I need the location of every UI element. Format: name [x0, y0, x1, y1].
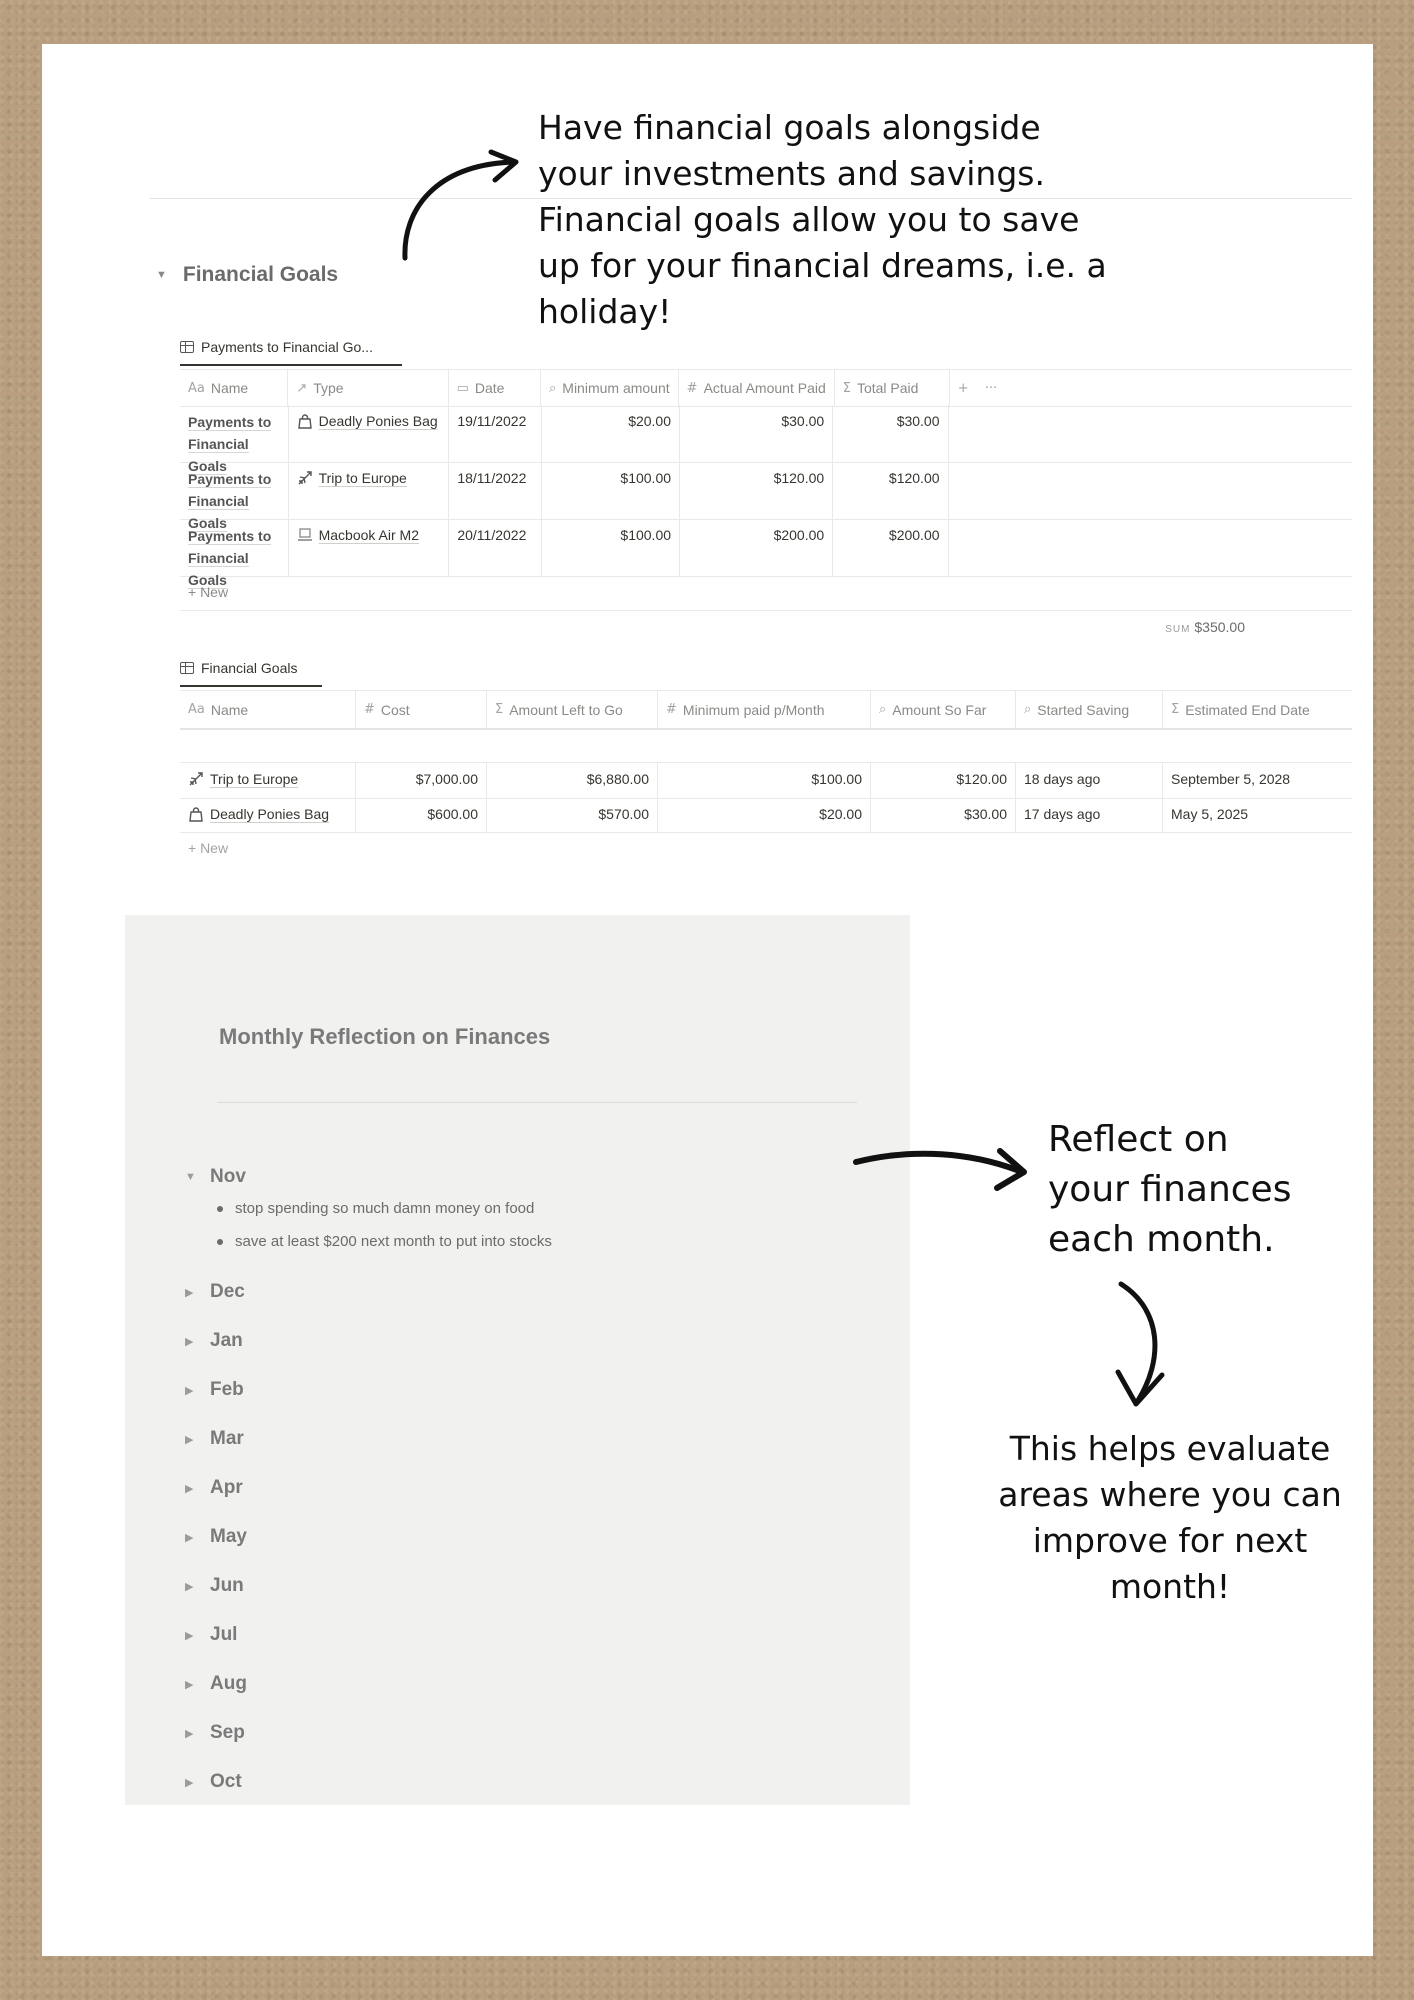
header-started-saving[interactable]: ⌕ Started Saving	[1016, 691, 1163, 728]
header-minimum-amount[interactable]: ⌕ Minimum amount	[541, 370, 679, 406]
callout-line: Reflect on	[1048, 1119, 1229, 1160]
header-estimated-end-date[interactable]: Σ Estimated End Date	[1171, 701, 1310, 718]
goals-callout	[538, 105, 1107, 335]
row-minimum-amount[interactable]: $100.00	[542, 462, 680, 519]
month-toggle-dec[interactable]: ▶ Dec	[185, 1281, 245, 1302]
callout-line: up for your financial dreams, i.e. a	[538, 246, 1107, 285]
bullet-icon	[217, 1206, 223, 1212]
toggle-collapsed-icon: ▶	[185, 1531, 194, 1544]
toggle-collapsed-icon: ▶	[185, 1335, 194, 1348]
callout-line: improve for next	[1032, 1521, 1308, 1560]
row-minimum-amount[interactable]: $20.00	[542, 405, 680, 462]
toggle-collapsed-icon: ▶	[185, 1286, 194, 1299]
row-date[interactable]: 19/11/2022	[449, 405, 542, 462]
toggle-collapsed-icon: ▶	[185, 1433, 194, 1446]
tab-financial-goals[interactable]	[180, 660, 322, 687]
toggle-collapsed-icon: ▶	[185, 1727, 194, 1740]
toggle-collapsed-icon: ▶	[185, 1678, 194, 1691]
row-amount-so-far: $120.00	[871, 763, 1016, 798]
toggle-collapsed-icon: ▶	[185, 1580, 194, 1593]
header-amount-left[interactable]: Σ Amount Left to Go	[487, 691, 658, 728]
table-row[interactable]	[180, 405, 1352, 474]
row-name[interactable]: Deadly Ponies Bag	[180, 798, 356, 832]
table-icon	[180, 341, 194, 353]
row-empty	[949, 519, 1352, 576]
bag-icon	[188, 806, 204, 822]
month-toggle-sep[interactable]: ▶ Sep	[185, 1722, 245, 1743]
list-item[interactable]: save at least $200 next month to put into stocks	[217, 1233, 552, 1250]
row-name[interactable]: Payments to Financial Goals	[180, 462, 289, 519]
table-header-row	[180, 369, 1352, 407]
header-total-paid[interactable]: Σ Total Paid	[835, 370, 950, 406]
laptop-icon	[297, 527, 313, 543]
list-item[interactable]: stop spending so much damn money on food	[217, 1200, 534, 1217]
row-actual-amount[interactable]: $30.00	[680, 405, 833, 462]
row-started-saving: 18 days ago	[1016, 763, 1163, 798]
more-options-icon[interactable]: ···	[984, 380, 998, 396]
row-actual-amount[interactable]: $120.00	[680, 462, 833, 519]
row-cost[interactable]: $7,000.00	[356, 763, 487, 798]
row-minimum-amount[interactable]: $100.00	[542, 519, 680, 576]
table-row[interactable]	[180, 798, 1352, 833]
month-toggle-nov[interactable]: ▼ Nov	[185, 1166, 246, 1187]
curved-arrow-icon	[395, 150, 525, 265]
new-row-button[interactable]: + New	[188, 840, 229, 856]
toggle-expanded-icon: ▼	[156, 269, 167, 281]
row-amount-left: $570.00	[487, 798, 658, 832]
month-toggle-jul[interactable]: ▶ Jul	[185, 1624, 238, 1645]
row-total-paid: $200.00	[833, 519, 948, 576]
sum-label: SUM	[1165, 624, 1191, 635]
callout-line: your finances	[1048, 1169, 1292, 1210]
row-cost[interactable]: $600.00	[356, 798, 487, 832]
callout-line: This helps evaluate	[1009, 1429, 1331, 1468]
row-started-saving: 17 days ago	[1016, 798, 1163, 832]
toggle-collapsed-icon: ▶	[185, 1776, 194, 1789]
bag-icon	[297, 413, 313, 429]
financial-goals-heading: Financial Goals	[182, 263, 339, 286]
month-toggle-jan[interactable]: ▶ Jan	[185, 1330, 243, 1351]
row-date[interactable]: 20/11/2022	[449, 519, 542, 576]
row-minimum-paid[interactable]: $20.00	[658, 798, 871, 832]
financial-goals-toggle[interactable]	[156, 263, 338, 287]
down-arrow-icon	[1112, 1280, 1182, 1410]
row-estimated-end-date: May 5, 2025	[1171, 806, 1249, 822]
header-name[interactable]: Aa Name	[180, 370, 288, 406]
callout-line: holiday!	[538, 292, 672, 331]
table-row[interactable]	[180, 462, 1352, 531]
row-estimated-end-date: September 5, 2028	[1171, 771, 1291, 787]
header-actual-amount-paid[interactable]: # Actual Amount Paid	[679, 370, 835, 406]
row-type[interactable]: Trip to Europe	[289, 462, 450, 519]
bullet-icon	[217, 1239, 223, 1245]
sum-value: $350.00	[1194, 619, 1245, 635]
row-amount-so-far: $30.00	[871, 798, 1016, 832]
add-property-icon[interactable]: +	[957, 380, 969, 396]
tab-payments-to-financial-goals[interactable]	[180, 339, 402, 366]
header-date[interactable]: ▭ Date	[449, 370, 541, 406]
month-toggle-feb[interactable]: ▶ Feb	[185, 1379, 244, 1400]
monthly-reflection-panel	[125, 915, 910, 1805]
row-empty	[949, 405, 1352, 462]
header-minimum-paid[interactable]: # Minimum paid p/Month	[658, 691, 871, 728]
month-toggle-aug[interactable]: ▶ Aug	[185, 1673, 247, 1694]
row-amount-left: $6,880.00	[487, 763, 658, 798]
row-name[interactable]: Payments to Financial Goals	[180, 405, 289, 462]
reflection-divider	[217, 1102, 857, 1103]
month-toggle-may[interactable]: ▶ May	[185, 1526, 247, 1547]
toggle-collapsed-icon: ▶	[185, 1629, 194, 1642]
month-toggle-oct[interactable]: ▶ Oct	[185, 1771, 242, 1792]
reflection-title: Monthly Reflection on Finances	[219, 1024, 551, 1049]
row-date[interactable]: 18/11/2022	[449, 462, 542, 519]
row-total-paid: $120.00	[833, 462, 948, 519]
new-row[interactable]	[180, 576, 1352, 611]
new-row-button[interactable]: + New	[188, 584, 229, 600]
header-cost[interactable]: # Cost	[356, 691, 487, 728]
callout-line: month!	[1109, 1567, 1231, 1606]
reflect-arrow-icon	[852, 1142, 1032, 1194]
plane-icon	[188, 771, 204, 787]
table-icon	[180, 662, 194, 674]
callout-line: each month.	[1048, 1219, 1275, 1260]
header-name[interactable]: Aa Name	[180, 691, 356, 728]
row-name[interactable]: Trip to Europe	[180, 763, 356, 798]
callout-line: areas where you can	[998, 1475, 1342, 1514]
row-name[interactable]: Payments to Financial Goals	[180, 519, 289, 576]
evaluate-callout	[985, 1426, 1355, 1610]
row-actual-amount[interactable]: $200.00	[680, 519, 833, 576]
row-type[interactable]: Macbook Air M2	[289, 519, 450, 576]
row-empty	[949, 462, 1352, 519]
month-toggle-jun[interactable]: ▶ Jun	[185, 1575, 244, 1596]
toggle-collapsed-icon: ▶	[185, 1384, 194, 1397]
header-actions	[950, 370, 1352, 406]
plane-icon	[297, 470, 313, 486]
row-type[interactable]: Deadly Ponies Bag	[289, 405, 450, 462]
header-amount-so-far[interactable]: ⌕ Amount So Far	[871, 691, 1016, 728]
callout-line: your investments and savings.	[538, 154, 1045, 193]
month-toggle-mar[interactable]: ▶ Mar	[185, 1428, 244, 1449]
month-toggle-apr[interactable]: ▶ Apr	[185, 1477, 243, 1498]
callout-line: Financial goals allow you to save	[538, 200, 1080, 239]
reflect-callout	[1048, 1115, 1291, 1265]
callout-line: Have financial goals alongside	[538, 108, 1041, 147]
table-row[interactable]	[180, 762, 1352, 799]
group-spacer	[180, 728, 1352, 763]
row-minimum-paid[interactable]: $100.00	[658, 763, 871, 798]
toggle-collapsed-icon: ▶	[185, 1482, 194, 1495]
toggle-expanded-icon: ▼	[185, 1171, 196, 1183]
table-row[interactable]	[180, 519, 1352, 588]
header-type[interactable]: ↗ Type	[288, 370, 448, 406]
tab-label: Financial Goals	[201, 660, 298, 676]
sum-calculation[interactable]	[770, 619, 1245, 635]
tab-label: Payments to Financial Go...	[201, 339, 373, 355]
row-total-paid: $30.00	[833, 405, 948, 462]
table-header-row	[180, 690, 1352, 730]
